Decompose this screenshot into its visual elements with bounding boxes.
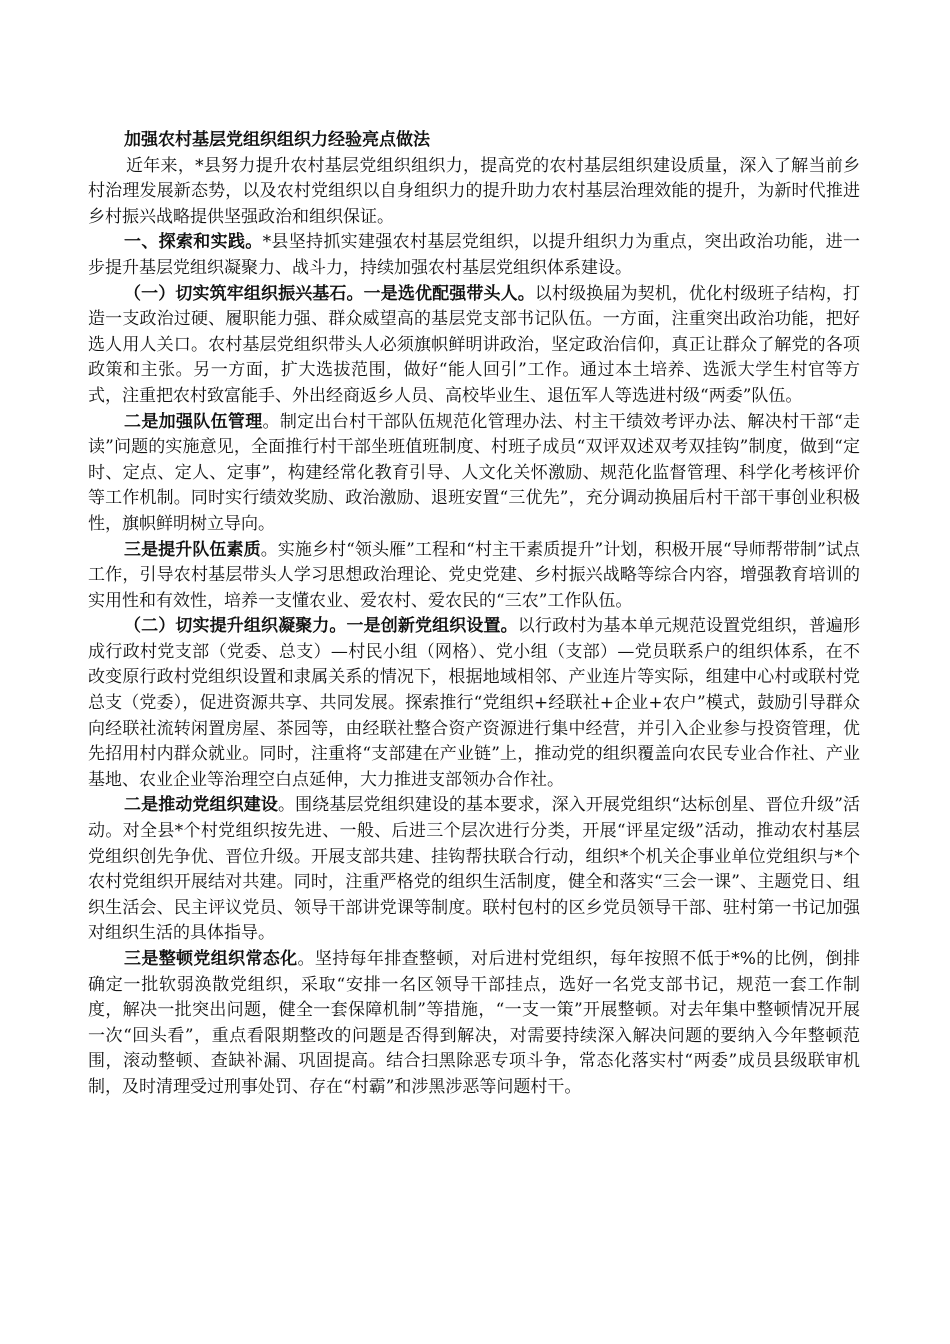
paragraph-team-management: [88, 410, 860, 538]
point-heading: 三是提升队伍素质: [124, 539, 261, 560]
paragraph-rectification: [88, 947, 860, 1101]
paragraph-text: *县坚持抓实建强农村基层党组织，以提升组织力为重点，突出政治功能，进一步提升基层党组织凝聚力、战斗力，持续加强农村基层党组织体系建设。: [88, 232, 861, 278]
paragraph-section-1: [88, 230, 860, 281]
paragraph-text: 。实施乡村“领头雁”工程和“村主干素质提升”计划，积极开展“导师帮带制”试点工作，引导农村基层带头人学习思想政治理论、党史党建、乡村振兴战略等综合内容，增强教育培训的实用性和有效性，培养一支懂农业、爱农村、爱农民的“三农”工作队伍。: [88, 539, 860, 611]
point-heading: 二是加强队伍管理: [124, 411, 263, 432]
paragraph-party-building: [88, 793, 860, 947]
paragraph-subsection-1: [88, 282, 860, 410]
paragraph-team-quality: [88, 538, 860, 615]
paragraph-text: 以村级换届为契机，优化村级班子结构，打造一支政治过硬、履职能力强、群众威望高的基层党支部书记队伍。一方面，注重突出政治功能，把好选人用人关口。农村基层党组织带头人必须旗帜鲜明讲政治，坚定政治信仰，真正让群众了解党的各项政策和主张。另一方面，扩大选拔范围，做好“能人回引”工作。通过本土培养、选派大学生村官等方式，注重把农村致富能手、外出经商返乡人员、高校毕业生、退伍军人等选进村级“两委”队伍。: [88, 283, 861, 406]
paragraph-text: 以行政村为基本单元规范设置党组织，普遍形成行政村党支部（党委、总支）—村民小组（网格）、党小组（支部）—党员联系户的组织体系，在不改变原行政村党组织设置和隶属关系的情况下，根据地域相邻、产业连片等实际，组建中心村或联村党总支（党委），促进资源共享、共同发展。探索推行“党组织+经联社+企业+农户”模式，鼓励引导群众向经联社流转闲置房屋、茶园等，由经联社整合资产资源进行集中经营，并引入企业参与投资管理，优先招用村内群众就业。同时，注重将“支部建在产业链”上，推动党的组织覆盖向农民专业合作社、产业基地、农业企业等治理空白点延伸，大力推进支部领办合作社。: [88, 616, 861, 790]
subsection-heading: （二）切实提升组织凝聚力。一是创新党组织设置。: [124, 616, 518, 637]
paragraph-subsection-2: [88, 614, 860, 793]
point-heading: 三是整顿党组织常态化: [124, 949, 298, 969]
paragraph-text: 。围绕基层党组织建设的基本要求，深入开展党组织“达标创星、晋位升级”活动。对全县*个村党组织按先进、一般、后进三个层次进行分类，开展“评星定级”活动，推动农村基层党组织创先争优、晋位升级。开展支部共建、挂钩帮扶联合行动，组织*个机关企事业单位党组织与*个农村党组织开展结对共建。同时，注重严格党的组织生活制度，健全和落实“三会一课”、主题党日、组织生活会、民主评议党员、领导干部讲党课等制度。联村包村的区乡党员领导干部、驻村第一书记加强对组织生活的具体指导。: [88, 795, 860, 944]
subsection-heading: （一）切实筑牢组织振兴基石。一是选优配强带头人。: [124, 283, 535, 304]
document-page: [88, 128, 860, 1101]
paragraph-text: 。坚持每年排查整顿，对后进村党组织，每年按照不低于*%的比例，倒排确定一批软弱涣散党组织，采取“安排一名区领导干部挂点，选好一名党支部书记，规范一套工作制度，解决一批突出问题，健全一套保障机制”等措施，“一支一策”开展整顿。对去年集中整顿情况开展一次“回头看”，重点看限期整改的问题是否得到解决，对需要持续深入解决问题的要纳入今年整顿范围，滚动整顿、查缺补漏、巩固提高。结合扫黑除恶专项斗争，常态化落实村“两委”成员县级联审机制，及时清理受过刑事处罚、存在“村霸”和涉黑涉恶等问题村干。: [88, 949, 860, 1097]
paragraph-text: 。制定出台村干部队伍规范化管理办法、村主干绩效考评办法、解决村干部“走读”问题的实施意见，全面推行村干部坐班值班制度、村班子成员“双评双述双考双挂钩”制度，做到“定时、定点、定人、定事”，构建经常化教育引导、人文化关怀激励、规范化监督管理、科学化考核评价等工作机制。同时实行绩效奖励、政治激励、退班安置“三优先”，充分调动换届后村干部干事创业积极性，旗帜鲜明树立导向。: [88, 411, 861, 534]
section-heading: 一、探索和实践。: [124, 232, 263, 253]
paragraph-intro: [88, 154, 860, 231]
point-heading: 二是推动党组织建设: [124, 795, 278, 816]
paragraph-text: 近年来，*县努力提升农村基层党组织组织力，提高党的农村基层组织建设质量，深入了解当前乡村治理发展新态势，以及农村党组织以自身组织力的提升助力农村基层治理效能的提升，为新时代推进乡村振兴战略提供坚强政治和组织保证。: [88, 155, 860, 227]
document-title: 加强农村基层党组织组织力经验亮点做法: [124, 130, 430, 150]
